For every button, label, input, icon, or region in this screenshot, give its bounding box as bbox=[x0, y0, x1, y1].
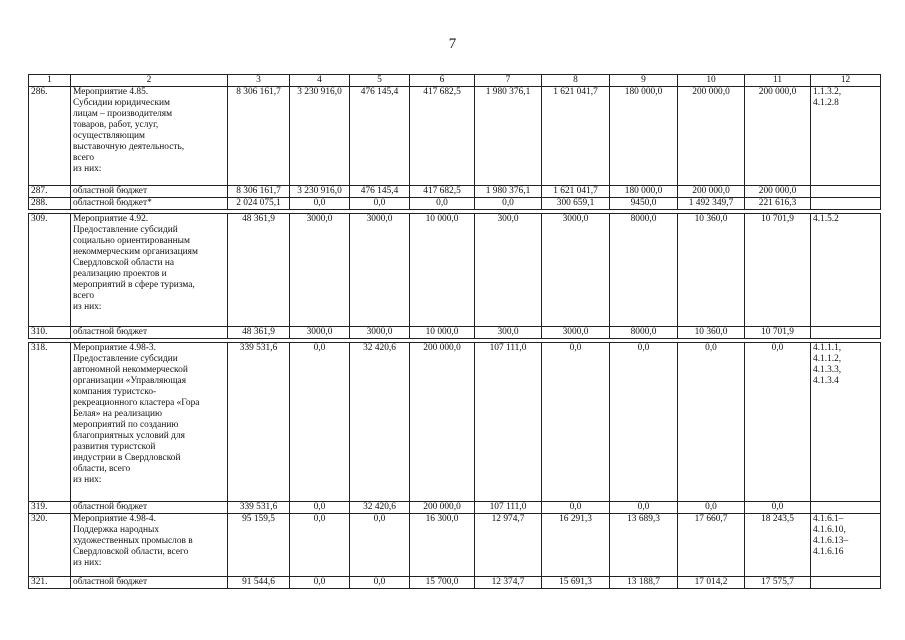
amount-cell: 0,0 bbox=[350, 577, 410, 589]
amount-cell: 3000,0 bbox=[542, 214, 610, 327]
amount-cell: 17 575,7 bbox=[745, 577, 811, 589]
amount-cell: 0,0 bbox=[745, 343, 811, 502]
row-number: 320. bbox=[29, 514, 71, 577]
amount-cell: 0,0 bbox=[410, 198, 475, 210]
row-number: 288. bbox=[29, 198, 71, 210]
amount-cell: 10 000,0 bbox=[410, 214, 475, 327]
amount-cell: 8 306 161,7 bbox=[228, 87, 290, 186]
amount-cell: 16 300,0 bbox=[410, 514, 475, 577]
row-description: Мероприятие 4.85. Субсидии юридическим лицам – производителям товаров, работ, услуг, осуществляющим выставочную деятельность, всего из них: bbox=[71, 87, 228, 186]
amount-cell: 13 689,3 bbox=[610, 514, 678, 577]
amount-cell: 0,0 bbox=[678, 343, 745, 502]
table-row-budget bbox=[29, 502, 881, 514]
amount-cell: 417 682,5 bbox=[410, 186, 475, 198]
amount-cell: 12 374,7 bbox=[475, 577, 542, 589]
amount-cell: 0,0 bbox=[610, 343, 678, 502]
budget-table bbox=[28, 74, 881, 589]
table-row-budget bbox=[29, 327, 881, 339]
amount-cell: 107 111,0 bbox=[475, 343, 542, 502]
row-number: 310. bbox=[29, 327, 71, 339]
amount-cell: 0,0 bbox=[350, 514, 410, 577]
amount-cell: 3000,0 bbox=[290, 214, 350, 327]
table-row-measure bbox=[29, 214, 881, 327]
table-row-measure bbox=[29, 87, 881, 186]
page-number: 7 bbox=[448, 36, 457, 52]
amount-cell: 3000,0 bbox=[350, 327, 410, 339]
amount-cell: 9450,0 bbox=[610, 198, 678, 210]
amount-cell: 339 531,6 bbox=[228, 502, 290, 514]
amount-cell: 10 701,9 bbox=[745, 214, 811, 327]
amount-cell: 0,0 bbox=[290, 198, 350, 210]
table-row-budget bbox=[29, 198, 881, 210]
amount-cell: 1 621 041,7 bbox=[542, 186, 610, 198]
column-number-header-row bbox=[29, 75, 881, 87]
amount-cell: 0,0 bbox=[475, 198, 542, 210]
amount-cell: 0,0 bbox=[290, 577, 350, 589]
amount-cell: 3 230 916,0 bbox=[290, 186, 350, 198]
row-description: областной бюджет bbox=[71, 577, 228, 589]
amount-cell: 48 361,9 bbox=[228, 327, 290, 339]
amount-cell: 417 682,5 bbox=[410, 87, 475, 186]
column-number-header: 7 bbox=[475, 75, 542, 87]
target-codes: 4.1.1.1, 4.1.1.2, 4.1.3.3, 4.1.3.4 bbox=[811, 343, 881, 502]
column-number-header: 12 bbox=[811, 75, 881, 87]
amount-cell: 0,0 bbox=[678, 502, 745, 514]
amount-cell: 0,0 bbox=[745, 502, 811, 514]
amount-cell: 12 974,7 bbox=[475, 514, 542, 577]
target-codes bbox=[811, 577, 881, 589]
row-number: 286. bbox=[29, 87, 71, 186]
row-number: 287. bbox=[29, 186, 71, 198]
amount-cell: 18 243,5 bbox=[745, 514, 811, 577]
amount-cell: 17 660,7 bbox=[678, 514, 745, 577]
target-codes: 4.1.5.2 bbox=[811, 214, 881, 327]
amount-cell: 8000,0 bbox=[610, 214, 678, 327]
row-number: 319. bbox=[29, 502, 71, 514]
amount-cell: 476 145,4 bbox=[350, 87, 410, 186]
amount-cell: 0,0 bbox=[290, 343, 350, 502]
amount-cell: 15 691,3 bbox=[542, 577, 610, 589]
amount-cell: 10 360,0 bbox=[678, 214, 745, 327]
row-description: Мероприятие 4.92. Предоставление субсидий социально ориентированным некоммерческим организациям Свердловской области на реализацию проектов и мероприятий в сфере туризма, всего из них: bbox=[71, 214, 228, 327]
amount-cell: 13 188,7 bbox=[610, 577, 678, 589]
row-number: 318. bbox=[29, 343, 71, 502]
amount-cell: 2 024 075,1 bbox=[228, 198, 290, 210]
amount-cell: 0,0 bbox=[542, 343, 610, 502]
amount-cell: 200 000,0 bbox=[678, 87, 745, 186]
column-number-header: 9 bbox=[610, 75, 678, 87]
amount-cell: 0,0 bbox=[542, 502, 610, 514]
row-description: Мероприятие 4.98-3. Предоставление субсидии автономной некоммерческой организации «Управляющая компания туристско- рекреационного кластера «Гора Белая» на реализацию мероприятий по созданию благоприятных условий для развития туристской индустрии в Свердловской области, всего из них: bbox=[71, 343, 228, 502]
amount-cell: 95 159,5 bbox=[228, 514, 290, 577]
amount-cell: 0,0 bbox=[350, 198, 410, 210]
amount-cell: 1 492 349,7 bbox=[678, 198, 745, 210]
amount-cell: 15 700,0 bbox=[410, 577, 475, 589]
amount-cell: 10 000,0 bbox=[410, 327, 475, 339]
row-description: областной бюджет bbox=[71, 186, 228, 198]
target-codes bbox=[811, 198, 881, 210]
row-description: областной бюджет bbox=[71, 502, 228, 514]
amount-cell: 32 420,6 bbox=[350, 343, 410, 502]
amount-cell: 107 111,0 bbox=[475, 502, 542, 514]
column-number-header: 1 bbox=[29, 75, 71, 87]
column-number-header: 3 bbox=[228, 75, 290, 87]
amount-cell: 300,0 bbox=[475, 327, 542, 339]
target-codes bbox=[811, 186, 881, 198]
amount-cell: 8 306 161,7 bbox=[228, 186, 290, 198]
amount-cell: 10 360,0 bbox=[678, 327, 745, 339]
amount-cell: 1 980 376,1 bbox=[475, 87, 542, 186]
amount-cell: 200 000,0 bbox=[678, 186, 745, 198]
amount-cell: 300,0 bbox=[475, 214, 542, 327]
amount-cell: 3000,0 bbox=[290, 327, 350, 339]
column-number-header: 10 bbox=[678, 75, 745, 87]
column-number-header: 4 bbox=[290, 75, 350, 87]
amount-cell: 180 000,0 bbox=[610, 186, 678, 198]
amount-cell: 3000,0 bbox=[542, 327, 610, 339]
column-number-header: 11 bbox=[745, 75, 811, 87]
row-description: областной бюджет bbox=[71, 327, 228, 339]
column-number-header: 8 bbox=[542, 75, 610, 87]
table-row-measure bbox=[29, 343, 881, 502]
row-description: областной бюджет* bbox=[71, 198, 228, 210]
amount-cell: 200 000,0 bbox=[410, 502, 475, 514]
amount-cell: 48 361,9 bbox=[228, 214, 290, 327]
table-row-budget bbox=[29, 577, 881, 589]
amount-cell: 476 145,4 bbox=[350, 186, 410, 198]
target-codes: 1.1.3.2, 4.1.2.8 bbox=[811, 87, 881, 186]
amount-cell: 221 616,3 bbox=[745, 198, 811, 210]
amount-cell: 180 000,0 bbox=[610, 87, 678, 186]
amount-cell: 3000,0 bbox=[350, 214, 410, 327]
table-row-measure bbox=[29, 514, 881, 577]
row-number: 309. bbox=[29, 214, 71, 327]
amount-cell: 8000,0 bbox=[610, 327, 678, 339]
row-number: 321. bbox=[29, 577, 71, 589]
amount-cell: 16 291,3 bbox=[542, 514, 610, 577]
amount-cell: 32 420,6 bbox=[350, 502, 410, 514]
amount-cell: 17 014,2 bbox=[678, 577, 745, 589]
row-description: Мероприятие 4.98-4. Поддержка народных художественных промыслов в Свердловской области, всего из них: bbox=[71, 514, 228, 577]
table-row-budget bbox=[29, 186, 881, 198]
amount-cell: 91 544,6 bbox=[228, 577, 290, 589]
amount-cell: 3 230 916,0 bbox=[290, 87, 350, 186]
amount-cell: 200 000,0 bbox=[745, 87, 811, 186]
column-number-header: 2 bbox=[71, 75, 228, 87]
amount-cell: 0,0 bbox=[290, 514, 350, 577]
amount-cell: 1 621 041,7 bbox=[542, 87, 610, 186]
amount-cell: 0,0 bbox=[610, 502, 678, 514]
amount-cell: 339 531,6 bbox=[228, 343, 290, 502]
column-number-header: 6 bbox=[410, 75, 475, 87]
amount-cell: 1 980 376,1 bbox=[475, 186, 542, 198]
target-codes bbox=[811, 327, 881, 339]
amount-cell: 0,0 bbox=[290, 502, 350, 514]
amount-cell: 10 701,9 bbox=[745, 327, 811, 339]
amount-cell: 200 000,0 bbox=[410, 343, 475, 502]
amount-cell: 300 659,1 bbox=[542, 198, 610, 210]
target-codes bbox=[811, 502, 881, 514]
amount-cell: 200 000,0 bbox=[745, 186, 811, 198]
target-codes: 4.1.6.1– 4.1.6.10, 4.1.6.13– 4.1.6.16 bbox=[811, 514, 881, 577]
column-number-header: 5 bbox=[350, 75, 410, 87]
